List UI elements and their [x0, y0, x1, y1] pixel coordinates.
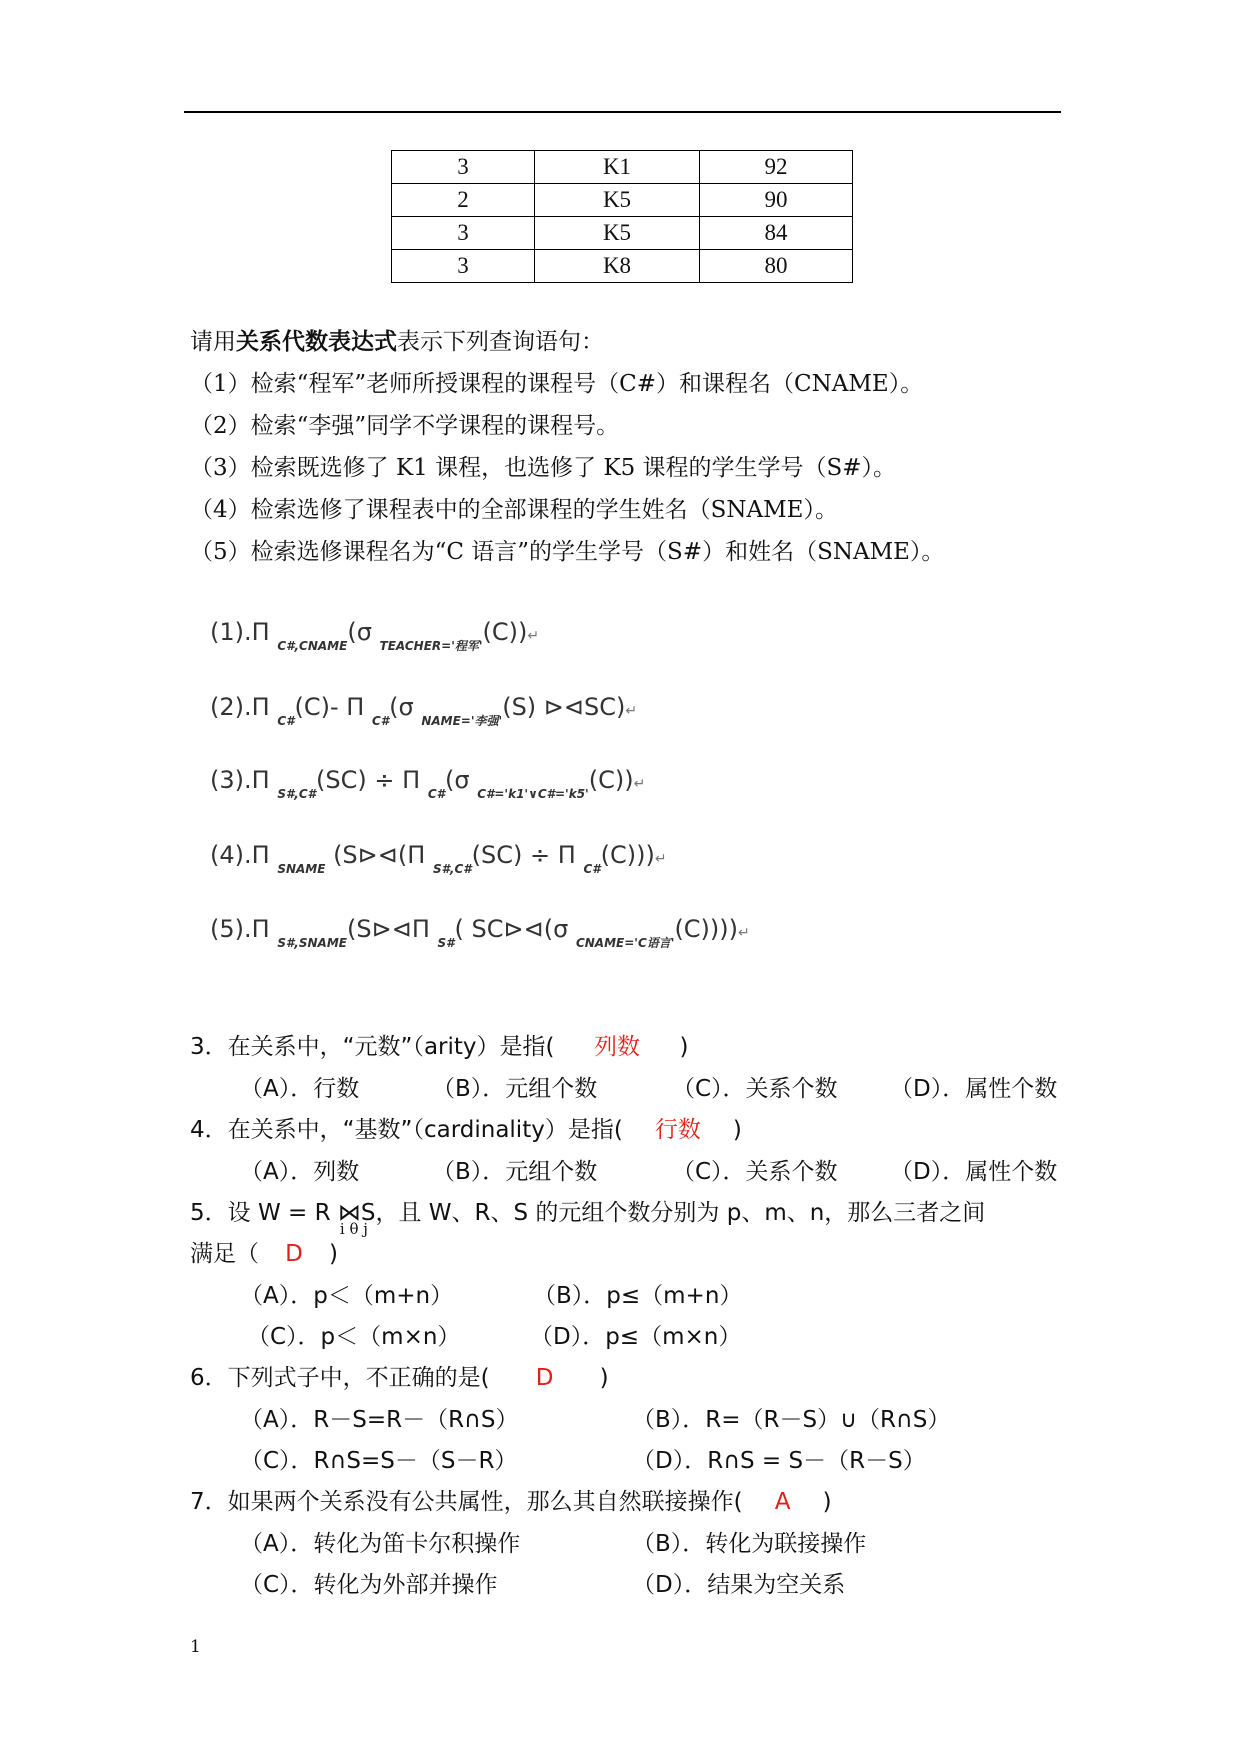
header-rule	[184, 111, 1061, 113]
table-cell: K5	[535, 184, 700, 217]
table-cell: 3	[392, 250, 535, 283]
question-7-stem: 7．如果两个关系没有公共属性，那么其自然联接操作( A )	[190, 1485, 832, 1519]
option-a: （A）．列数	[240, 1159, 360, 1185]
query-item: （5）检索选修课程名为“C 语言”的学生学号（S#）和姓名（SNAME）。	[190, 539, 945, 565]
option-a: （A）．R－S=R－（R∩S）	[240, 1407, 519, 1433]
table-cell: K8	[535, 250, 700, 283]
option-b: （B）．元组个数	[432, 1076, 598, 1102]
return-mark-icon: ↵	[738, 925, 750, 941]
option-c: （C）．R∩S=S－（S－R）	[240, 1448, 518, 1474]
option-b: （B）．R=（R－S）∪（R∩S）	[632, 1407, 951, 1433]
return-mark-icon: ↵	[654, 851, 667, 867]
option-d: （D）．结果为空关系	[632, 1572, 846, 1598]
table-cell: K1	[535, 151, 700, 184]
question-5-stem-line2: 满足（ D )	[190, 1237, 338, 1271]
formula-5: (5).Π $_{S\#,SNAME}$(S⊳⊲Π $_{S\#}$( SC⊳⊲(σ $_{CNAME='C语言'}$(C))))↵	[210, 915, 750, 950]
option-d: （D）．属性个数	[890, 1159, 1058, 1185]
score-table	[391, 150, 853, 283]
question-6-stem: 6．下列式子中，不正确的是( D )	[190, 1361, 609, 1395]
option-c: （C）．关系个数	[672, 1076, 838, 1102]
option-d: （D）．R∩S = S－（R－S）	[632, 1448, 926, 1474]
query-item: （3）检索既选修了 K1 课程，也选修了 K5 课程的学生学号（S#）。	[190, 455, 897, 481]
table-cell: 92	[700, 151, 853, 184]
formula-4: (4).Π $_{SNAME}$ (S⊳⊲(Π $_{S\#,C\#}$(SC) ÷ Π $_{C\#}$(C)))↵	[210, 841, 667, 876]
return-mark-icon: ↵	[625, 703, 638, 719]
question-3-stem: 3．在关系中，“元数”（arity）是指( 列数 )	[190, 1030, 689, 1064]
join-symbol: ⋈ i θ j	[337, 1200, 368, 1238]
option-c: （C）．p＜（m×n）	[247, 1324, 461, 1350]
table-cell: 3	[392, 217, 535, 250]
table-cell: 90	[700, 184, 853, 217]
option-a: （A）．p＜（m+n）	[240, 1283, 454, 1309]
table-row	[392, 250, 853, 283]
formula-3: (3).Π $_{S\#,C\#}$(SC) ÷ Π $_{C\#}$(σ $_{C\#='k1'\vee C\#='k5'}$(C))↵	[210, 766, 646, 801]
question-5-stem: 5．设 W = R ⋈ i θ j S，且 W、R、S 的元组个数分别为 p、m、n，那么三者之间	[190, 1196, 985, 1230]
intro-paragraph: 请用关系代数表达式表示下列查询语句：	[190, 328, 604, 355]
table-row	[392, 184, 853, 217]
intro-emphasis: 关系代数表达式	[236, 328, 397, 355]
table-cell: 80	[700, 250, 853, 283]
option-a: （A）．转化为笛卡尔积操作	[240, 1531, 521, 1557]
answer-text: A	[774, 1489, 791, 1515]
option-d: （D）．p≤（m×n）	[530, 1324, 742, 1350]
table-cell: 3	[392, 151, 535, 184]
query-item: （2）检索“李强”同学不学课程的课程号。	[190, 413, 620, 439]
option-a: （A）．行数	[240, 1076, 360, 1102]
query-item: （4）检索选修了课程表中的全部课程的学生姓名（SNAME）。	[190, 497, 838, 523]
table-cell: 2	[392, 184, 535, 217]
answer-text: D	[285, 1241, 303, 1267]
answer-text: D	[535, 1365, 554, 1391]
page-number: 1	[190, 1637, 201, 1657]
table-row	[392, 151, 853, 184]
query-item: （1）检索“程军”老师所授课程的课程号（C#）和课程名（CNAME）。	[190, 371, 924, 397]
option-c: （C）．关系个数	[672, 1159, 838, 1185]
option-b: （B）．元组个数	[432, 1159, 598, 1185]
question-4-stem: 4．在关系中，“基数”（cardinality）是指( 行数 )	[190, 1113, 742, 1147]
option-d: （D）．属性个数	[890, 1076, 1058, 1102]
option-b: （B）．p≤（m+n）	[533, 1283, 743, 1309]
return-mark-icon: ↵	[633, 776, 646, 792]
answer-text: 列数	[594, 1034, 641, 1060]
formula-1: (1).Π $_{C\#,CNAME}$(σ $_{TEACHER='程军'}$(C))↵	[210, 618, 540, 653]
option-c: （C）．转化为外部并操作	[240, 1572, 498, 1598]
table-cell: 84	[700, 217, 853, 250]
answer-text: 行数	[654, 1117, 701, 1143]
formula-2: (2).Π $_{C\#}$(C)- Π $_{C\#}$(σ $_{NAME='李强'}$(S) ⊳⊲SC)↵	[210, 693, 638, 728]
table-row	[392, 217, 853, 250]
table-cell: K5	[535, 217, 700, 250]
option-b: （B）．转化为联接操作	[632, 1531, 867, 1557]
return-mark-icon: ↵	[527, 628, 540, 644]
